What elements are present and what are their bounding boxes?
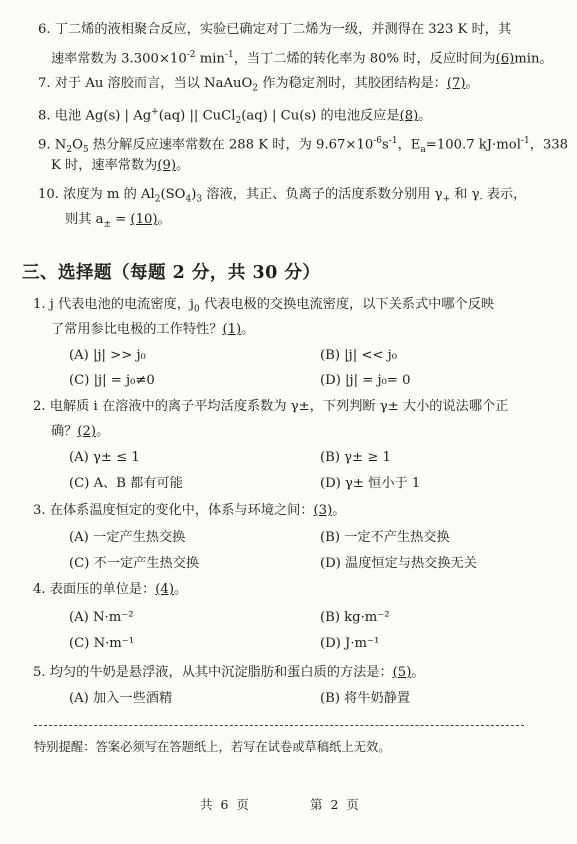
answer-blank-6: (6) bbox=[495, 51, 515, 67]
question-9-line-2: K 时，速率常数为(9)。 bbox=[51, 158, 190, 173]
q4-option-d: (D) J·m⁻¹ bbox=[320, 636, 380, 651]
mc-question-2-line-2: 确？(2)。 bbox=[51, 424, 110, 439]
question-6-line-1: 6. 丁二烯的液相聚合反应，实验已确定对丁二烯为一级，并测得在 323 K 时，其 bbox=[38, 22, 512, 37]
question-9-line-1: 9. $N_2O_5$ 热分解反应速率常数在 288 K 时，为 $9.67\times 10^{-6}s^{-1}$，$E_a=100.7$ kJ·mol$^{-1}$，338 bbox=[38, 136, 569, 156]
q1-option-a: (A) |j| >> j₀ bbox=[69, 348, 146, 363]
q4-option-b: (B) kg·m⁻² bbox=[320, 610, 390, 625]
answer-blank-8: (8) bbox=[399, 108, 419, 124]
q2-option-d: (D) γ± 恒小于 1 bbox=[320, 476, 421, 491]
q2-option-c: (C) A、B 都有可能 bbox=[69, 476, 183, 491]
q4-option-a: (A) N·m⁻² bbox=[69, 610, 134, 625]
q5-option-b: (B) 将牛奶静置 bbox=[320, 691, 411, 706]
answer-blank-9: (9) bbox=[157, 158, 177, 173]
q2-option-a: (A) γ± ≤ 1 bbox=[69, 450, 140, 465]
q1-option-d: (D) |j| = j₀= 0 bbox=[320, 373, 411, 388]
answer-blank-10: (10) bbox=[130, 212, 158, 227]
question-10-line-2: 则其 $a_\pm = (10)$。 bbox=[65, 212, 171, 230]
total-pages: 共 6 页 bbox=[200, 797, 251, 812]
section-title: 三、选择题（每题 2 分，共 30 分） bbox=[22, 263, 321, 283]
mc-question-1-line-2: 了常用参比电极的工作特性？(1)。 bbox=[51, 322, 255, 337]
answer-blank-2: (2) bbox=[77, 424, 97, 439]
question-10-line-1: 10. 浓度为 m 的 $Al_2(SO_4)_3$ 溶液，其正、负离子的活度系数分别用 $\gamma_+$ 和 $\gamma_-$ 表示， bbox=[38, 187, 527, 205]
answer-blank-4: (4) bbox=[155, 582, 174, 597]
question-6-line-2: 速率常数为 $3.300\times 10^{-2}$ $\min^{-1}$，当丁二烯的转化率为 80% 时，反应时间为(6)min。 bbox=[51, 50, 553, 67]
answer-blank-3: (3) bbox=[313, 503, 333, 518]
question-8: 8. 电池 Ag(s) | Ag+(aq) || CuCl$_2$(aq) | Cu(s) 的电池反应是(8)。 bbox=[38, 107, 432, 127]
q1-option-b: (B) |j| << j₀ bbox=[320, 348, 398, 363]
answer-blank-5: (5) bbox=[392, 665, 412, 680]
mc-question-2-line-1: 2. 电解质 i 在溶液中的离子平均活度系数为 γ±，下列判断 γ± 大小的说法哪个正 bbox=[33, 399, 509, 414]
q3-option-c: (C) 不一定产生热交换 bbox=[69, 556, 200, 571]
q3-option-a: (A) 一定产生热交换 bbox=[69, 530, 186, 545]
q3-option-d: (D) 温度恒定与热交换无关 bbox=[320, 556, 477, 571]
q4-option-c: (C) N·m⁻¹ bbox=[69, 636, 135, 651]
question-7: 7. 对于 Au 溶胶而言，当以 NaAuO$_2$ 作为稳定剂时，其胶团结构是：(7)。 bbox=[38, 76, 479, 94]
mc-question-1-line-1: 1. j 代表电池的电流密度，$j_0$ 代表电极的交换电流密度，以下关系式中哪个反映 bbox=[33, 297, 495, 315]
q5-option-a: (A) 加入一些酒精 bbox=[69, 691, 173, 706]
q1-option-c: (C) |j| = j₀≠0 bbox=[69, 373, 155, 388]
mc-question-3: 3. 在体系温度恒定的变化中，体系与环境之间：(3)。 bbox=[33, 503, 346, 518]
q3-option-b: (B) 一定不产生热交换 bbox=[320, 530, 450, 545]
answer-blank-7: (7) bbox=[446, 76, 466, 91]
answer-blank-1: (1) bbox=[222, 322, 242, 337]
special-notice: 特别提醒：答案必须写在答题纸上，若写在试卷或草稿纸上无效。 bbox=[34, 740, 391, 754]
mc-question-5: 5. 均匀的牛奶是悬浮液，从其中沉淀脂肪和蛋白质的方法是：(5)。 bbox=[33, 665, 425, 680]
q2-option-b: (B) γ± ≥ 1 bbox=[320, 450, 391, 465]
mc-question-4: 4. 表面压的单位是：(4)。 bbox=[33, 582, 188, 597]
dashed-divider bbox=[34, 725, 524, 726]
page-number: 第 2 页 bbox=[310, 797, 361, 812]
